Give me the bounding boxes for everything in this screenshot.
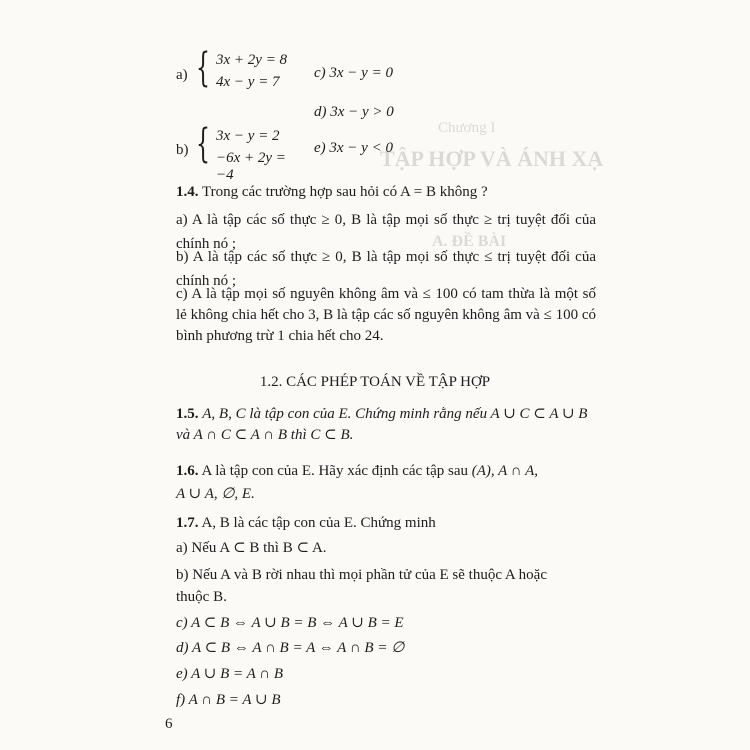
exercise-1-7-b-line1: b) Nếu A và B rời nhau thì mọi phần tử của E sẽ thuộc A hoặc: [176, 567, 547, 583]
exercise-text: A, B là các tập con của E. Chứng minh: [201, 515, 436, 531]
item-e: e) 3x − y < 0: [314, 140, 393, 156]
exercise-1-6-line1: [176, 461, 538, 481]
item-b-label: b): [176, 142, 189, 158]
show-through-text: Chương I: [438, 120, 496, 136]
exercise-1-7-d: d) A ⊂ B ⇔ A ∩ B = A ⇔ A ∩ B = ∅: [176, 640, 405, 656]
equation-system-b: [196, 121, 306, 183]
exercise-number: 1.6.: [176, 463, 199, 479]
show-through-text: A. ĐỀ BÀI: [432, 233, 507, 250]
exercise-1-4-a: a) A là tập các số thực ≥ 0, B là tập mọi số thực ≥ trị tuyệt đối của chính nó ;: [176, 212, 596, 252]
exercise-number: 1.5.: [176, 406, 199, 422]
brace-icon: {: [196, 45, 210, 91]
exercise-1-7-c: c) A ⊂ B ⇔ A ∪ B = B ⇔ A ∪ B = E: [176, 615, 404, 631]
page-number: 6: [165, 716, 173, 732]
exercise-text: A, B, C là tập con của E. Chứng minh rằng nếu A ∪ C ⊂ A ∪ B: [202, 406, 588, 422]
exercise-1-4-b: b) A là tập các số thực ≥ 0, B là tập mọi số thực ≤ trị tuyệt đối của chính nó ;: [176, 249, 596, 289]
exercise-1-5-line1: [176, 404, 587, 424]
exercise-1-7-f: f) A ∩ B = A ∪ B: [176, 692, 281, 708]
item-a-label: a): [176, 67, 188, 83]
brace-icon: {: [196, 121, 210, 167]
equation: 4x − y = 7: [216, 74, 280, 90]
section-heading: 1.2. CÁC PHÉP TOÁN VỀ TẬP HỢP: [259, 374, 491, 390]
exercise-text: Trong các trường hợp sau hỏi có A = B không ?: [201, 184, 488, 200]
exercise-1-7-a: a) Nếu A ⊂ B thì B ⊂ A.: [176, 540, 327, 556]
set-expressions: (A), A ∩ A,: [471, 463, 538, 479]
exercise-1-6-line2: A ∪ A, ∅, E.: [176, 486, 255, 502]
exercise-1-4-c: c) A là tập mọi số nguyên không âm và ≤ 100 có tam thừa là một số lẻ không chia hết cho 3, B là tập các số nguyên không âm và ≤ 100 có bình phương trừ 1 chia hết cho 24.: [176, 286, 596, 344]
equation-system-a: [196, 45, 306, 94]
exercise-1-7-intro: [176, 513, 436, 533]
equation: 3x − y = 2: [216, 128, 280, 144]
exercise-1-5-line2: và A ∩ C ⊂ A ∩ B thì C ⊂ B.: [176, 427, 354, 443]
exercise-number: 1.7.: [176, 515, 199, 531]
exercise-1-7-b-line2: thuộc B.: [176, 589, 227, 605]
show-through-text: TẬP HỢP VÀ ÁNH XẠ: [380, 146, 604, 171]
exercise-text: A là tập con của E. Hãy xác định các tập sau: [201, 463, 468, 479]
exercise-1-4-intro: [176, 182, 488, 202]
equation: −6x + 2y = −4: [216, 150, 286, 183]
item-c: c) 3x − y = 0: [314, 65, 393, 81]
item-d: d) 3x − y > 0: [314, 104, 394, 120]
exercise-number: 1.4.: [176, 184, 199, 200]
exercise-1-7-e: e) A ∪ B = A ∩ B: [176, 666, 283, 682]
equation: 3x + 2y = 8: [216, 52, 288, 68]
